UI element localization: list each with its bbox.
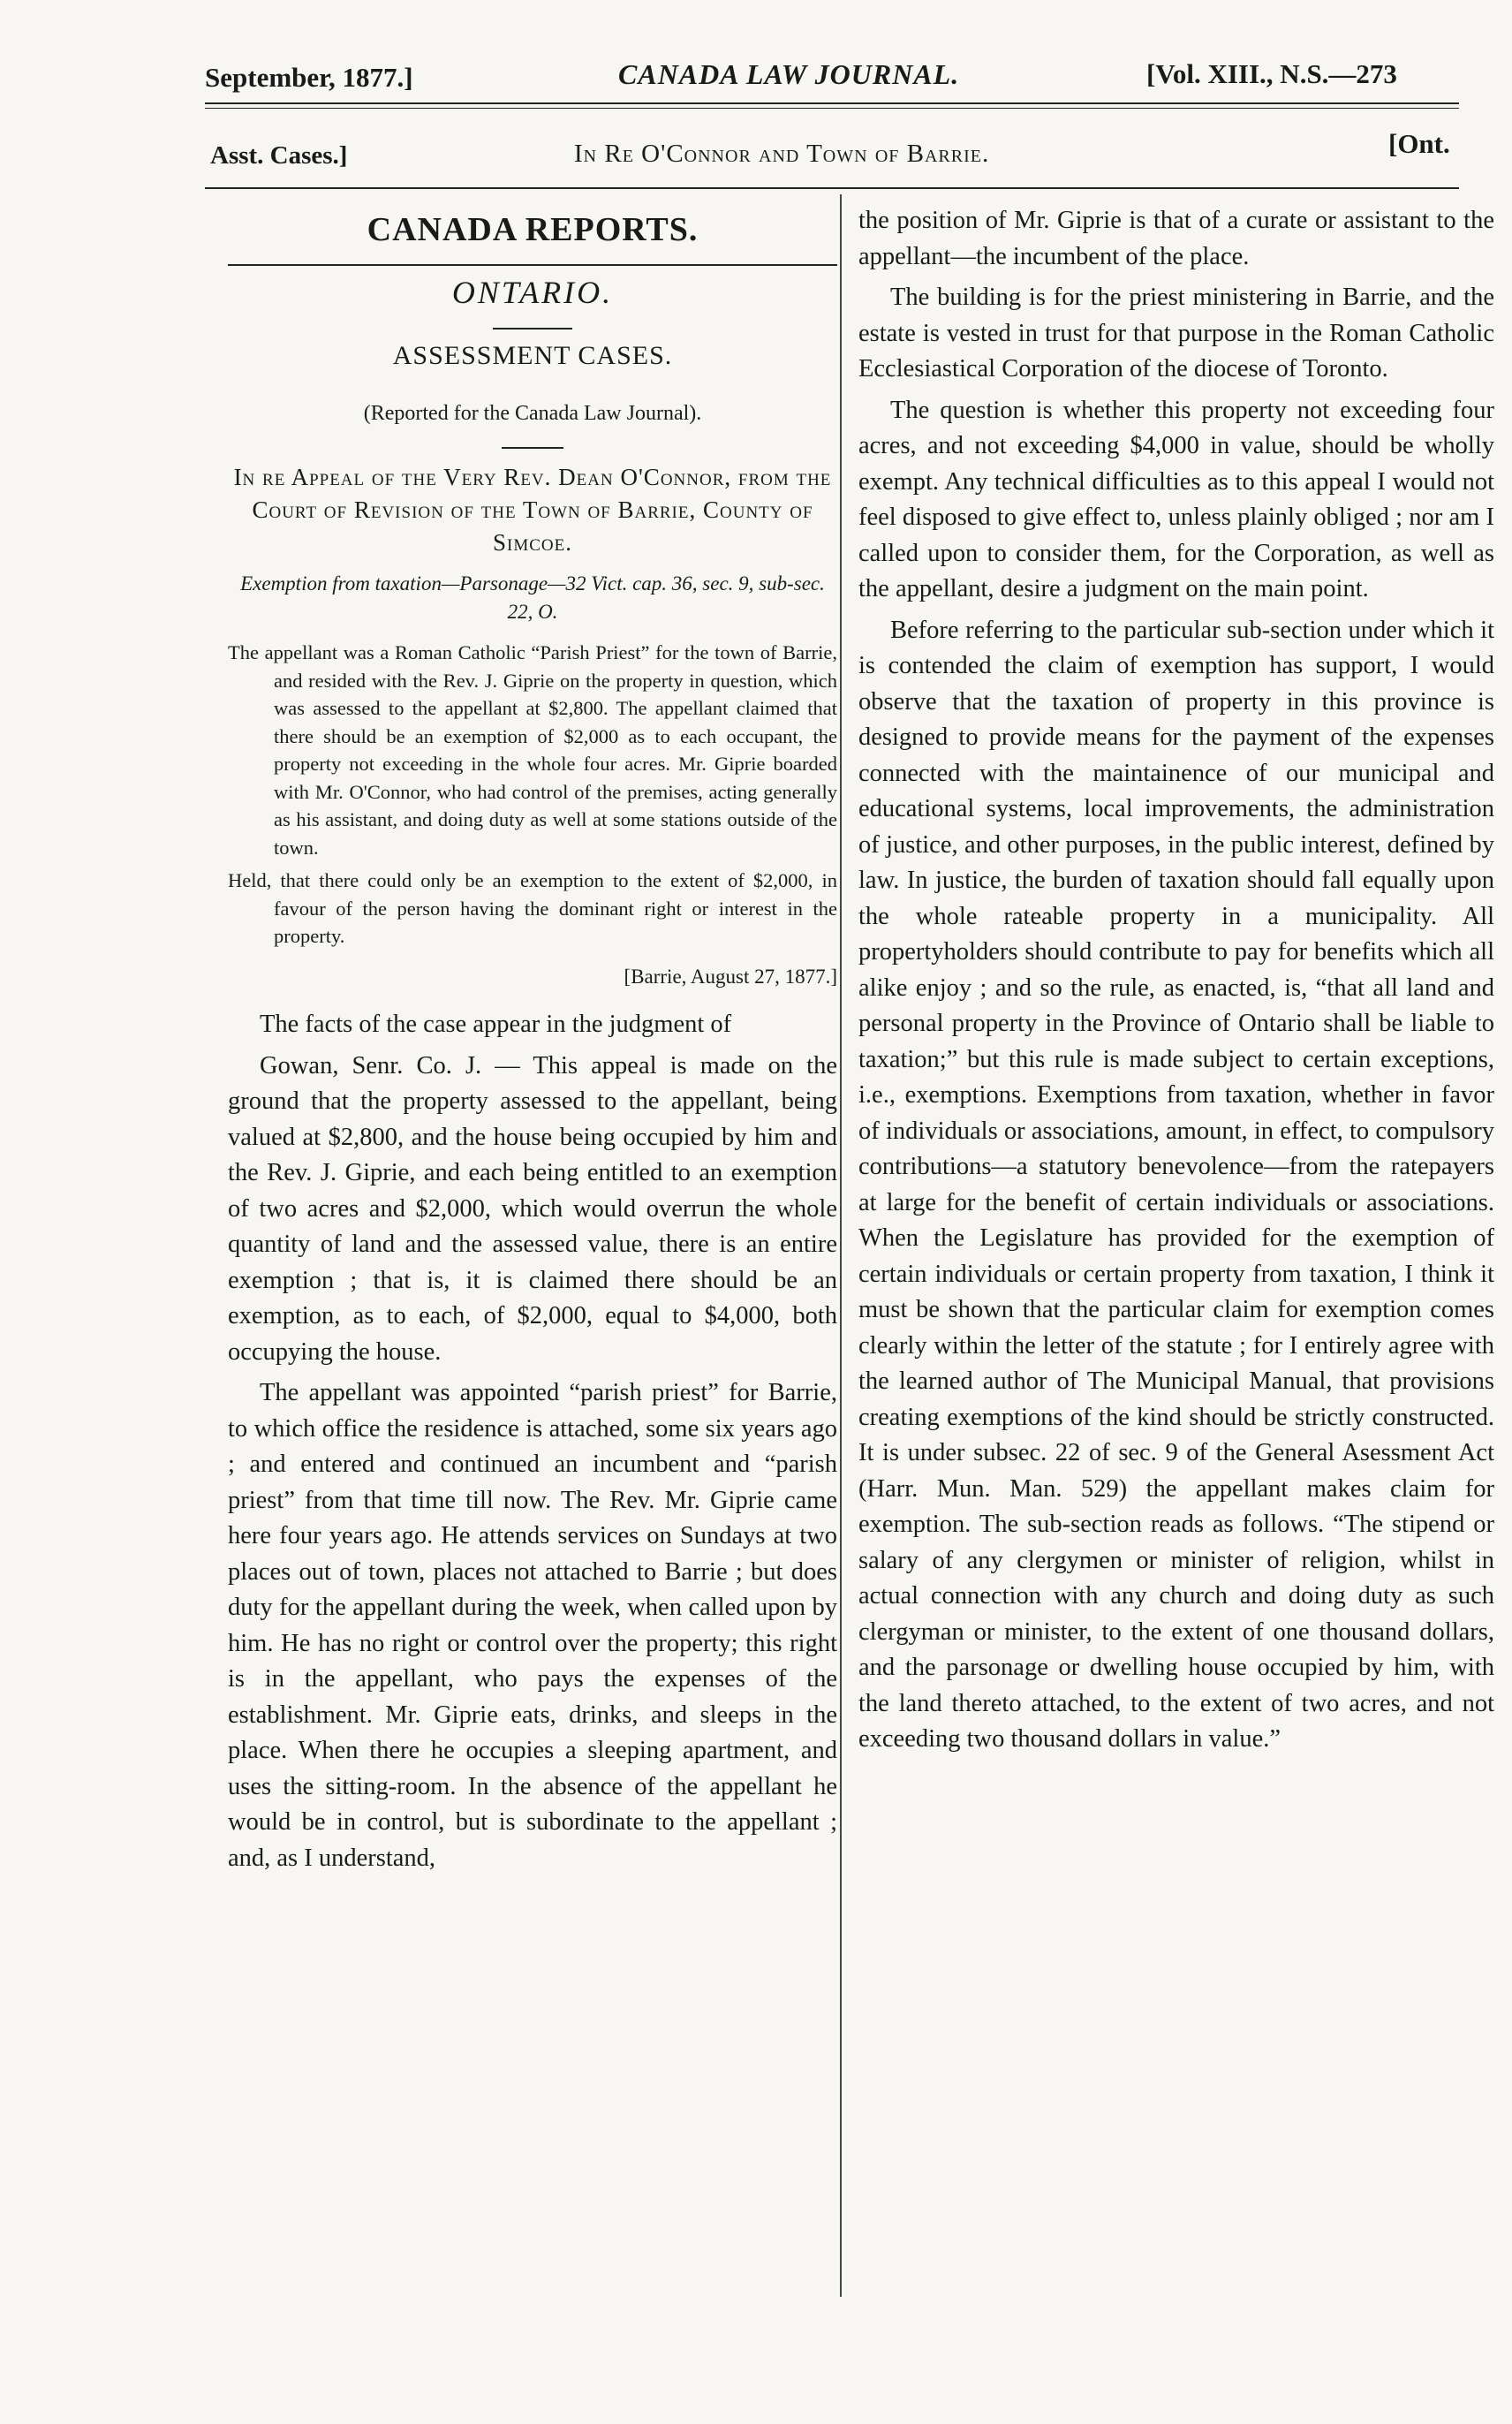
paragraph: Before referring to the particular sub-section under which it is contended the claim of exemption has support, I would observe that the taxation of property in this province is designed to provide means for the payment of the expenses connected with the maintainence of our municipal and educational systems, local improvements, the administration of justice, and other purposes, in the public interest, defined by law. In justice, the burden of taxation should fall equally upon the whole rateable property in a municipality. All propertyholders should contribute to pay for benefits which all alike enjoy ; and so the rule, as enacted, is, “that all land and personal property in the Province of Ontario shall be liable to taxation;” but this rule is made subject to certain exceptions, i.e., exemptions. Exemptions from taxation, whether in favor of individuals or associations, amount, in effect, to compulsory contributions—a statutory benevolence—from the ratepayers at large for the benefit of certain individuals or associations. When the Legislature has provided for the exemption of certain individuals or certain property from taxation, I think it must be shown that the particular claim for exemption comes clearly within the letter of the statute ; for I entirely agree with the learned author of The Municipal Manual, that provisions creating exemptions of the kind should be strictly constructed. It is under subsec. 22 of sec. 9 of the General Asessment Act (Harr. Mun. Man. 529) the appellant makes claim for exemption. The sub-section reads as follows. “The stipend or salary of any clergymen or minister of religion, whilst in actual connection with any church and doing duty as such clergyman or minister, to the extent of one thousand dollars, and the parsonage or dwelling house occupied by him, with the land thereto attached, to the extent of two acres, and not exceeding two thousand dollars in value.” <box>858 616 1494 1753</box>
case-title: In re Appeal of the Very Rev. Dean O'Connor, from the Court of Revision of the Town of Barrie, County of Simcoe. <box>233 464 832 556</box>
case-running-title: In Re O'Connor and Town of Barrie. <box>574 140 990 168</box>
volume-page: [Vol. XIII., N.S.—273 <box>1146 58 1397 89</box>
province-title: ONTARIO. <box>451 274 614 310</box>
section-left: Asst. Cases.] <box>210 141 348 170</box>
header-date: September, 1877.] <box>205 62 413 93</box>
reported-note: (Reported for the Canada Law Journal). <box>363 401 702 425</box>
paragraph: The building is for the priest ministering in Barrie, and the estate is vested in trust for that purpose in the Roman Catholic Ecclesiastical Corporation of the diocese of Toronto. <box>858 284 1494 383</box>
headnote-held: Held, that there could only be an exemption to the extent of $2,000, in favour of the person having the dominant right or interest in the property. <box>228 869 837 947</box>
section-right: [Ont. <box>1388 128 1450 159</box>
paragraph: The facts of the case appear in the judgment of <box>260 1011 732 1038</box>
paragraph: The appellant was appointed “parish priest” for Barrie, to which office the residence is attached, some six years ago ; and entered and continued an incumbent and “parish priest” from that time till now. The Rev. Mr. Giprie came here four years ago. He attends services on Sundays at two places out of town, places not attached to Barrie ; but does duty for the appellant during the week, when called upon by him. He has no right or control over the property; this right is in the appellant, who pays the expenses of the establishment. Mr. Giprie eats, drinks, and sleeps in the place. When there he occupies a sleeping apartment, and uses the sitting-room. In the absence of the appellant he would be in control, but is subordinate to the appellant ; and, as I understand, <box>228 1379 837 1872</box>
section-rule <box>205 187 1459 189</box>
short-rule <box>493 328 572 330</box>
journal-title: CANADA LAW JOURNAL. <box>618 58 960 90</box>
right-column <box>858 203 1494 1758</box>
paragraph: the position of Mr. Giprie is that of a curate or assistant to the appellant—the incumbent of the place. <box>858 207 1494 270</box>
short-rule-2 <box>502 447 563 449</box>
header-rule <box>205 102 1459 104</box>
dateline: [Barrie, August 27, 1877.] <box>624 965 837 988</box>
reports-title: CANADA REPORTS. <box>367 211 699 248</box>
title-rule <box>228 264 837 266</box>
column-divider <box>840 194 842 2297</box>
paragraph: Gowan, Senr. Co. J. — This appeal is made on the ground that the property assessed to the appellant, being valued at $2,800, and the house being occupied by him and the Rev. J. Giprie, and each being entitled to an exemption of two acres and $2,000, which would overrun the whole quantity of land and the assessed value, there is an entire exemption ; that is, it is claimed there should be an exemption, as to each, of $2,000, equal to $4,000, both occupying the house. <box>228 1051 837 1366</box>
left-column <box>228 203 837 1876</box>
headnote-facts: The appellant was a Roman Catholic “Parish Priest” for the town of Barrie, and resided with the Rev. J. Giprie on the property in question, which was assessed to the appellant at $2,800. The appellant claimed that there should be an exemption of $2,000 as to each occupant, the property not exceeding in the whole four acres. Mr. Giprie boarded with Mr. O'Connor, who had control of the premises, acting generally as his assistant, and doing duty as well at some stations outside of the town. <box>228 641 837 859</box>
header-rule-thin <box>205 108 1459 109</box>
cases-section-title: ASSESSMENT CASES. <box>392 341 673 370</box>
paragraph: The question is whether this property not exceeding four acres, and not exceeding $4,000 in value, should be wholly exempt. Any technical difficulties as to this appeal I would not feel disposed to give effect to, unless plainly obliged ; nor am I called upon to consider them, for the Corporation, as well as the appellant, desire a judgment on the main point. <box>858 396 1494 602</box>
headnote-topic: Exemption from taxation—Parsonage—32 Vict. cap. 36, sec. 9, sub-sec. 22, O. <box>240 572 825 623</box>
